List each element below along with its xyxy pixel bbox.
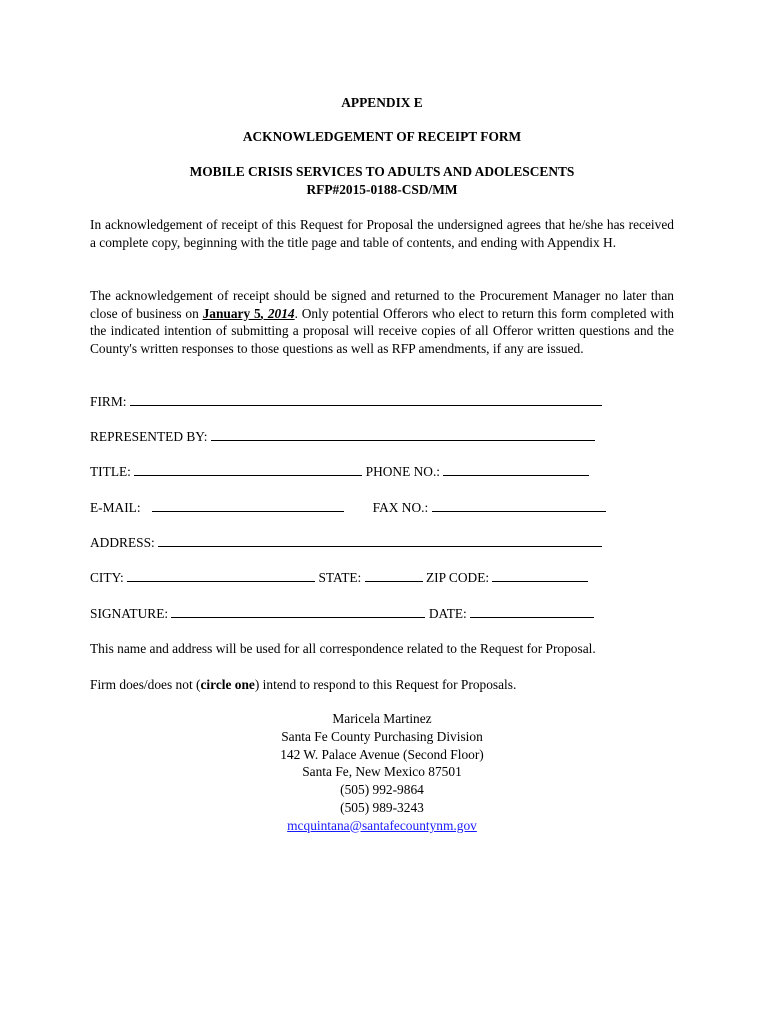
contact-city-state: Santa Fe, New Mexico 87501 <box>302 764 462 780</box>
represented-by-field[interactable] <box>211 428 595 441</box>
contact-phone-1: (505) 992-9864 <box>340 782 424 798</box>
paragraph-text: The acknowledgement of receipt should be signed and returned to the Procurement Manager no later than close of business on <box>90 288 674 321</box>
project-title: MOBILE CRISIS SERVICES TO ADULTS AND ADOLESCENTS <box>189 164 575 179</box>
city-label: CITY: <box>90 570 124 585</box>
phone-field[interactable] <box>443 463 589 476</box>
represented-by-label: REPRESENTED BY: <box>90 429 208 444</box>
state-field[interactable] <box>365 569 423 582</box>
fax-field[interactable] <box>432 499 606 512</box>
title-field[interactable] <box>134 463 362 476</box>
intro-paragraph-2 <box>90 287 674 357</box>
intro-paragraph-1: In acknowledgement of receipt of this Request for Proposal the undersigned agrees that he/she has received a complete copy, beginning with the title page and table of contents, and ending with Appendix H. <box>90 217 674 250</box>
phone-label: PHONE NO.: <box>365 464 441 479</box>
date-field[interactable] <box>470 605 594 618</box>
contact-email-link[interactable]: mcquintana@santafecountynm.gov <box>287 817 477 833</box>
email-label: E-MAIL: <box>90 500 141 515</box>
zip-field[interactable] <box>492 569 588 582</box>
fax-label: FAX NO.: <box>372 500 429 515</box>
due-date-year: , 2014 <box>260 305 295 321</box>
firm-label: FIRM: <box>90 394 127 409</box>
contact-phone-2: (505) 989-3243 <box>340 799 424 815</box>
contact-name: Maricela Martinez <box>332 711 432 726</box>
contact-street: 142 W. Palace Avenue (Second Floor) <box>280 746 484 762</box>
intent-text: Firm does/does not ( <box>90 677 201 692</box>
zip-label: ZIP CODE: <box>426 570 490 585</box>
rfp-number: RFP#2015-0188-CSD/MM <box>306 182 458 197</box>
due-date-month: January 5 <box>202 305 261 321</box>
intent-text: ) intend to respond to this Request for Proposals. <box>254 677 517 692</box>
title-phone-row <box>90 463 589 480</box>
address-field[interactable] <box>158 534 602 547</box>
intent-note <box>90 677 516 693</box>
contact-block <box>90 710 674 835</box>
paragraph-text: . Only potential Offerors who elect to return this form completed with the indicated intention of submitting a proposal will receive copies of all Offeror written questions and the County's written responses to those questions as well as RFP amendments, if any are issued. <box>90 305 674 356</box>
form-title: ACKNOWLEDGEMENT OF RECEIPT FORM <box>242 129 522 144</box>
title-label: TITLE: <box>90 464 131 479</box>
date-label: DATE: <box>428 606 467 621</box>
city-field[interactable] <box>127 569 315 582</box>
circle-one-instruction: circle one <box>200 677 255 692</box>
email-fax-row <box>90 499 606 516</box>
represented-by-row <box>90 428 595 445</box>
firm-field[interactable] <box>130 393 602 406</box>
signature-field[interactable] <box>171 605 425 618</box>
contact-division: Santa Fe County Purchasing Division <box>281 728 483 744</box>
address-label: ADDRESS: <box>90 535 155 550</box>
firm-row <box>90 393 602 410</box>
signature-label: SIGNATURE: <box>90 606 169 621</box>
city-state-zip-row <box>90 569 588 586</box>
signature-date-row <box>90 605 594 622</box>
due-date <box>203 306 295 321</box>
email-field[interactable] <box>152 499 344 512</box>
address-row <box>90 534 602 551</box>
state-label: STATE: <box>318 570 362 585</box>
correspondence-note: This name and address will be used for all correspondence related to the Request for Proposal. <box>90 641 596 656</box>
appendix-heading: APPENDIX E <box>341 95 423 110</box>
